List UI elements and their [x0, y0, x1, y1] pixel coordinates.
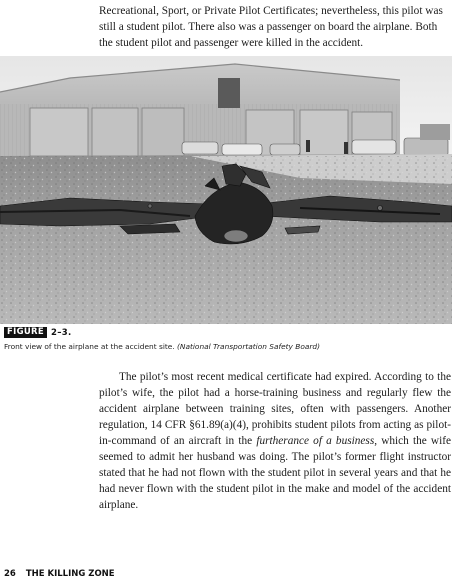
- page-number: 26: [4, 569, 16, 579]
- main-paragraph: [99, 369, 451, 513]
- figure-word: FIGURE: [4, 327, 47, 338]
- figure-caption: [4, 342, 320, 351]
- figure-source: (National Transportation Safety Board): [177, 342, 321, 351]
- running-title: THE KILLING ZONE: [25, 569, 115, 579]
- figure-label: [4, 327, 72, 338]
- top-paragraph: Recreational, Sport, or Private Pilot Certificates; nevertheless, this pilot was still a student pilot. There also was a passenger on board the airplane. Both the student pilot and passenger were killed in the accident.: [99, 5, 443, 49]
- accident-site-photo: [0, 56, 452, 324]
- main-paragraph-part-2: , which the wife seemed to admit her husband was doing. The pilot’s former flight instructor stated that he had not flown with the student pilot in several years and that he had never flown with the student pilot in the make and model of the accident airplane.: [99, 435, 451, 511]
- figure-caption-text: Front view of the airplane at the accident site.: [4, 342, 175, 351]
- main-paragraph-part-1: The pilot’s most recent medical certificate had expired. According to the pilot’s wife, the pilot had a horse-training business and regularly flew the accident airplane between training sites, often with passengers. Another regulation, 14 CFR §61.89(a)(4), prohibits student pilots from acting as pilot-in-command of an aircraft in the: [99, 371, 451, 447]
- page-footer: [4, 569, 115, 579]
- main-paragraph-emphasis: furtherance of a business: [256, 435, 375, 447]
- figure-number: 2–3.: [51, 327, 72, 338]
